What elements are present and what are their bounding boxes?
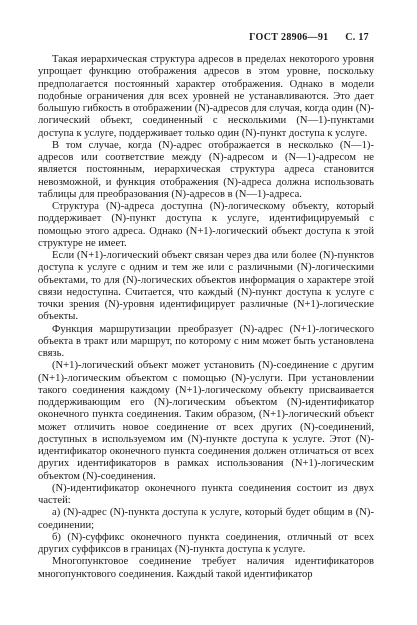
paragraph: Функция маршрутизации преобразует (N)-адрес (N+1)-логического объекта в тракт или маршрут, по которому с ним может быть установлена связь.	[38, 323, 374, 359]
paragraph: Многопунктовое соединение требует наличия идентификаторов многопунктового соединения. Каждый такой идентификатор	[38, 556, 374, 580]
list-item: б) (N)-суффикс оконечного пункта соединения, отличный от всех других суффиксов в границах (N)-пункта доступа к услуге.	[38, 531, 374, 555]
running-header	[249, 32, 369, 43]
paragraph: В том случае, когда (N)-адрес отображается в несколько (N—1)-адресов или соответствие между (N)-адресом и (N—1)-адресом не является постоянным, иерархическая структура адреса становится невозможной, и функция отображения (N)-адреса должна использовать таблицы для преобразования (N)-адресов в (N—1)-адреса.	[38, 139, 374, 200]
paragraph: (N+1)-логический объект может установить (N)-соединение с другим (N+1)-логическим объектом с помощью (N)-услуги. При установлении такого соединения каждому (N+1)-логическому объекту присваивается поддерживающим его (N)-логическим объектом (N)-идентификатор оконечного пункта соединения. Таким образом, (N+1)-логический объект может отличить новое соединение от всех других (N)-соединений, доступных в используемом им (N)-пункте доступа к услуге. Этот (N)-идентификатор оконечного пункта соединения должен отличаться от всех других идентификаторов в рамках использования (N+1)-логическим объектом (N)-соединения.	[38, 360, 374, 482]
paragraph: Структура (N)-адреса доступна (N)-логическому объекту, который поддерживает (N)-пункт доступа к услуге, идентифицируемый с помощью этого адреса. Однако (N+1)-логический объект доступа к этой структуре не имеет.	[38, 201, 374, 249]
page-number: С. 17	[345, 32, 369, 43]
list-item: а) (N)-адрес (N)-пункта доступа к услуге, который будет общим в (N)-соединении;	[38, 507, 374, 531]
standard-number: ГОСТ 28906—91	[249, 32, 329, 43]
document-body	[38, 54, 374, 581]
paragraph: (N)-идентификатор оконечного пункта соединения состоит из двух частей:	[38, 482, 374, 506]
paragraph: Если (N+1)-логический объект связан через два или более (N)-пунктов доступа к услуге с одним и тем же или с различными (N)-логическими объектами, то для (N)-логических объектов информация о характере этой связи недоступна. Считается, что каждый (N)-пункт доступа к услуге с точки зрения (N)-уровня идентифицирует различные (N+1)-логические объекты.	[38, 250, 374, 323]
paragraph: Такая иерархическая структура адресов в пределах некоторого уровня упрощает функцию отображения адресов в этом уровне, поскольку предполагается постоянный характер отображения. Однако в модели подобные ограничения для всех уровней не устанавливаются. Это дает большую гибкость в отображении (N)-адресов для случая, когда один (N)-логический объект, соединенный с несколькими (N—1)-пунктами доступа к услуге, поддерживает только один (N)-пункт доступа к услуге.	[38, 54, 374, 139]
